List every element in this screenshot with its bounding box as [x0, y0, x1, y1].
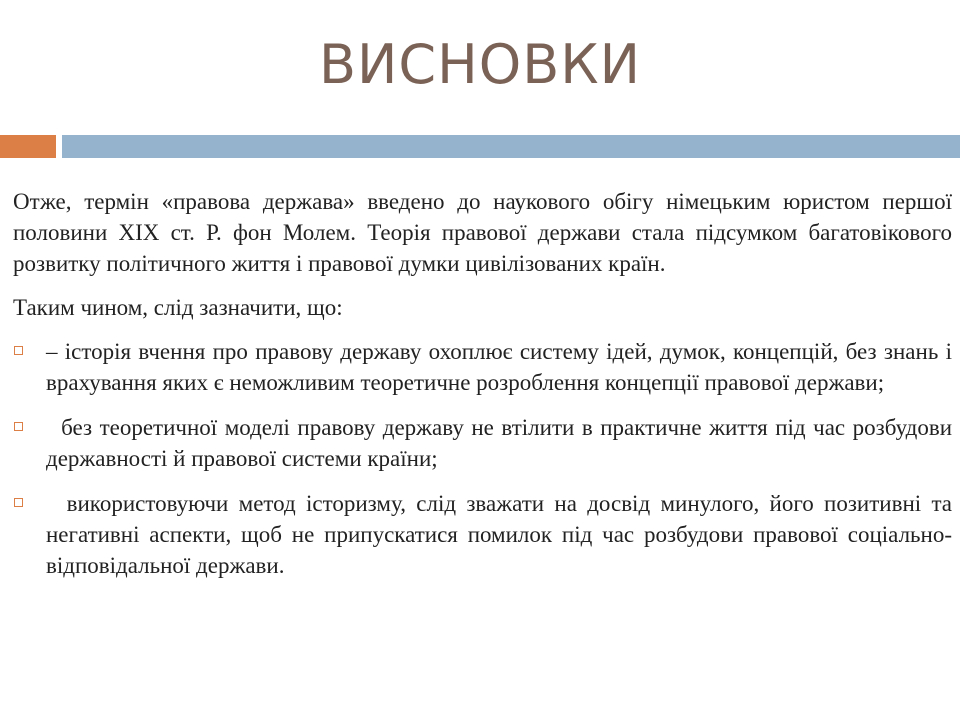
slide-title: ВИСНОВКИ — [318, 33, 642, 96]
intro-paragraph: Отже, термін «правова держава» введено до наукового обігу німецьким юристом першої половини XIX ст. Р. фон Молем. Теорія правової держави стала підсумком багатовікового розвитку політичного життя і правової думки цивілізованих країн. — [13, 189, 952, 276]
title-underline-bar — [62, 135, 960, 158]
bullet-item — [13, 488, 958, 581]
summary-lead: Таким чином, слід зазначити, що: — [13, 295, 343, 320]
hollow-square-icon — [14, 422, 23, 431]
accent-bar — [0, 135, 56, 158]
bullet-text: – історія вчення про правову державу охоплює систему ідей, думок, концепцій, без знань і врахування яких є неможливим теоретичне розроблення концепції правової держави; — [46, 339, 952, 395]
bullet-text: використовуючи метод історизму, слід зважати на досвід минулого, його позитивні та негативні аспекти, щоб не припускатися помилок під час розбудови правової соціально-відповідальної держави. — [46, 491, 958, 578]
hollow-square-icon — [14, 498, 23, 507]
bullet-item — [13, 412, 958, 474]
hollow-square-icon — [14, 346, 23, 355]
bullet-text: без теоретичної моделі правову державу не втілити в практичне життя під час розбудови державності й правової системи країни; — [46, 415, 958, 471]
slide-content — [13, 186, 958, 595]
bullet-item — [13, 336, 952, 398]
